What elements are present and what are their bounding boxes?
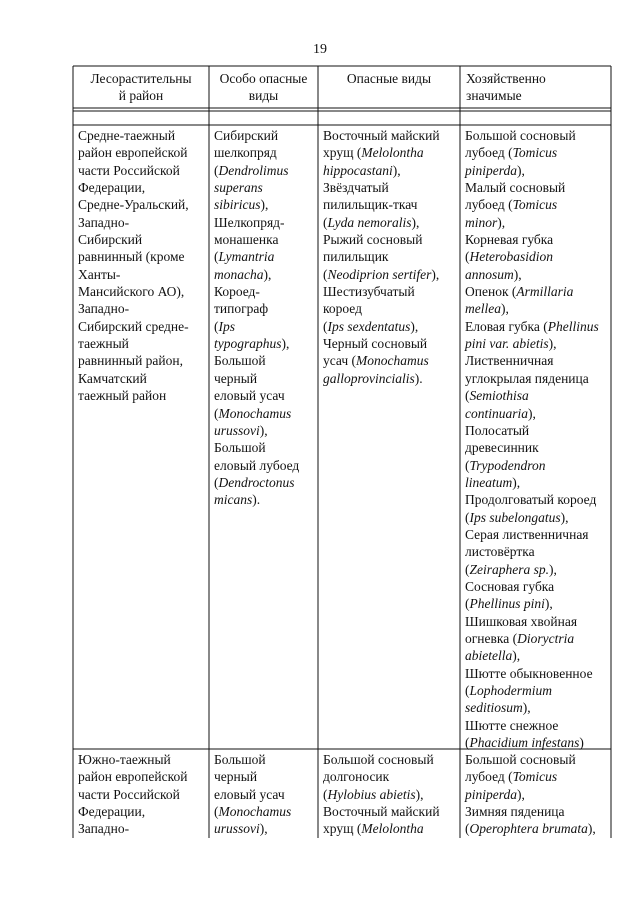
cell-line xyxy=(465,630,608,647)
latin-name-text: minor xyxy=(465,214,498,230)
cell-text: ), xyxy=(281,336,290,352)
cell-line xyxy=(465,543,608,560)
cell-text: Лиственничная xyxy=(465,353,554,369)
cell-text: ), xyxy=(544,596,553,612)
table-cell xyxy=(214,127,315,509)
cell-line xyxy=(465,803,608,820)
cell-line xyxy=(465,283,608,300)
cell-text: ), xyxy=(549,561,557,577)
cell-text: ), xyxy=(259,821,268,837)
cell-line xyxy=(78,248,206,265)
table-cell xyxy=(323,751,457,838)
cell-text: Западно- xyxy=(78,301,130,317)
cell-line xyxy=(465,144,608,161)
cell-line xyxy=(465,352,608,369)
cell-line xyxy=(214,387,315,404)
cell-line xyxy=(465,196,608,213)
cell-text: Восточный майский xyxy=(323,128,440,143)
cell-line xyxy=(465,820,608,837)
cell-line xyxy=(78,162,206,179)
latin-name-text: Neodiprion sertifer xyxy=(327,266,432,282)
column-header-line: Опасные виды xyxy=(346,71,432,86)
cell-line xyxy=(323,144,457,161)
cell-text: ). xyxy=(252,492,261,508)
cell-line xyxy=(465,214,608,231)
cell-line xyxy=(78,214,206,231)
cell-text: углокрылая пяденица xyxy=(465,370,589,386)
cell-text: еловый усач xyxy=(214,786,285,802)
cell-text: листовёртка xyxy=(465,544,535,560)
cell-text: Мансийского АО), xyxy=(78,284,185,300)
cell-text: Шестизубчатый xyxy=(323,284,415,300)
latin-name-text: seditiosum xyxy=(465,700,523,716)
cell-text: ( xyxy=(465,249,470,265)
cell-text: равнинный (кроме xyxy=(78,249,185,265)
cell-line xyxy=(465,248,608,265)
cell-text: огневка ( xyxy=(465,630,518,646)
cell-line xyxy=(465,335,608,352)
cell-text: Южно-таежный xyxy=(78,752,171,767)
cell-text: ( xyxy=(465,457,470,473)
latin-name-text: urussovi xyxy=(214,821,260,837)
latin-name-text: Operophtera brumata xyxy=(469,821,588,837)
cell-text: ), xyxy=(548,336,557,352)
cell-text: усач ( xyxy=(323,353,357,369)
cell-line xyxy=(465,734,608,751)
latin-name-text: Armillaria xyxy=(516,284,574,300)
cell-text: Звёздчатый xyxy=(323,180,389,196)
latin-name-text: Semiothisa xyxy=(469,388,529,404)
page-number: 19 xyxy=(313,42,327,57)
latin-name-text: Ips subelongatus xyxy=(469,509,561,525)
latin-name-text: monacha xyxy=(214,266,264,282)
cell-text: район европейской xyxy=(78,145,188,161)
cell-line xyxy=(323,768,457,785)
cell-line xyxy=(323,196,457,213)
cell-line xyxy=(465,786,608,803)
cell-text: ) xyxy=(579,735,584,751)
cell-text: Серая лиственничная xyxy=(465,526,589,542)
cell-line xyxy=(214,266,315,283)
cell-line xyxy=(323,352,457,369)
cell-text: Сосновая губка xyxy=(465,578,555,594)
column-header xyxy=(209,70,318,104)
cell-line xyxy=(78,387,206,404)
cell-line xyxy=(465,768,608,785)
cell-text: ( xyxy=(465,596,470,612)
cell-line xyxy=(214,352,315,369)
cell-text: ), xyxy=(263,266,272,282)
cell-text: шелкопряд xyxy=(214,145,277,161)
cell-line xyxy=(214,179,315,196)
cell-text: ), xyxy=(560,509,569,525)
cell-text: Зимняя пяденица xyxy=(465,804,565,820)
cell-line xyxy=(323,231,457,248)
cell-text: короед xyxy=(323,301,362,317)
column-header-line: й район xyxy=(118,88,164,103)
cell-line xyxy=(78,318,206,335)
cell-text: Западно- xyxy=(78,821,130,837)
cell-text: Сибирский xyxy=(78,232,143,248)
cell-text: ), xyxy=(517,162,525,178)
latin-name-text: mellea xyxy=(465,301,501,317)
cell-line xyxy=(465,457,608,474)
cell-line xyxy=(214,803,315,820)
cell-text: черный xyxy=(214,370,258,386)
cell-line xyxy=(214,248,315,265)
latin-name-text: Lophodermium xyxy=(469,683,553,698)
cell-text: Большой сосновый xyxy=(323,752,434,767)
cell-line xyxy=(465,387,608,404)
cell-text: части Российской xyxy=(78,162,180,178)
latin-name-text: Dendrolimus xyxy=(218,162,289,178)
latin-name-text: Tomicus xyxy=(512,769,558,785)
cell-text: ( xyxy=(465,683,470,698)
cell-line xyxy=(323,248,457,265)
latin-name-text: Hylobius abietis xyxy=(327,786,416,802)
cell-line xyxy=(78,127,206,144)
cell-text: ). xyxy=(414,370,423,386)
cell-line xyxy=(465,647,608,664)
cell-text: Западно- xyxy=(78,214,130,230)
cell-text: ( xyxy=(214,249,219,265)
latin-name-text: galloprovincialis xyxy=(323,370,415,386)
cell-line xyxy=(214,283,315,300)
cell-line xyxy=(78,786,206,803)
cell-text: Большой xyxy=(214,353,266,369)
cell-line xyxy=(323,214,457,231)
cell-line xyxy=(214,474,315,491)
latin-name-text: Ips sexdentatus xyxy=(327,318,411,334)
cell-text: ), xyxy=(415,786,424,802)
cell-text: ), xyxy=(431,266,440,282)
latin-name-text: lineatum xyxy=(465,474,513,490)
cell-line xyxy=(78,352,206,369)
cell-text: ( xyxy=(323,318,328,334)
latin-name-text: urussovi xyxy=(214,422,260,438)
cell-text: ( xyxy=(214,804,219,820)
cell-text: таежный район xyxy=(78,388,167,404)
cell-text: ), xyxy=(392,162,401,178)
cell-line xyxy=(214,162,315,179)
cell-text: еловый лубоед xyxy=(214,457,300,473)
cell-text: ( xyxy=(214,474,219,490)
cell-text: ( xyxy=(323,214,328,230)
cell-text: Шютте снежное xyxy=(465,717,559,733)
cell-text: лубоед ( xyxy=(465,197,513,213)
cell-line xyxy=(78,335,206,352)
cell-line xyxy=(465,422,608,439)
cell-text: Опенок ( xyxy=(465,284,517,300)
cell-text: Шелкопряд- xyxy=(214,214,285,230)
cell-line xyxy=(214,820,315,837)
cell-line xyxy=(465,370,608,387)
latin-name-text: Phellinus xyxy=(547,318,599,334)
latin-name-text: Monochamus xyxy=(218,804,292,820)
latin-name-text: Ips xyxy=(218,318,235,334)
cell-line xyxy=(78,751,206,768)
cell-text: части Российской xyxy=(78,786,180,802)
cell-text: Федерации, xyxy=(78,180,146,196)
cell-line xyxy=(465,717,608,734)
latin-name-text: Lyda nemoralis xyxy=(327,214,412,230)
cell-text: ( xyxy=(465,735,470,751)
cell-line xyxy=(214,370,315,387)
latin-name-text: Monochamus xyxy=(356,353,429,369)
cell-text: типограф xyxy=(214,301,269,317)
latin-name-text: abietella xyxy=(465,648,513,664)
cell-line xyxy=(465,439,608,456)
cell-text: ), xyxy=(497,214,506,230)
cell-line xyxy=(78,803,206,820)
cell-text: Восточный майский xyxy=(323,804,440,820)
cell-line xyxy=(78,179,206,196)
cell-text: ( xyxy=(214,162,219,178)
latin-name-text: continuaria xyxy=(465,405,528,421)
cell-line xyxy=(465,561,608,578)
column-header xyxy=(73,70,209,104)
latin-name-text: Dioryctria xyxy=(517,630,575,646)
cell-text: ), xyxy=(260,197,269,213)
cell-line xyxy=(323,318,457,335)
latin-name-text: Trypodendron xyxy=(469,457,546,473)
cell-line xyxy=(214,422,315,439)
cell-text: ), xyxy=(528,405,536,421)
cell-text: хрущ ( xyxy=(323,821,362,837)
cell-text: монашенка xyxy=(214,232,279,248)
cell-line xyxy=(214,768,315,785)
cell-line xyxy=(78,370,206,387)
cell-text: Шишковая хвойная xyxy=(465,613,578,629)
cell-text: ), xyxy=(587,821,596,837)
cell-line xyxy=(323,335,457,352)
cell-line xyxy=(465,405,608,422)
cell-line xyxy=(465,751,608,768)
cell-line xyxy=(214,144,315,161)
latin-name-text: Monochamus xyxy=(218,405,292,421)
cell-text: Большой xyxy=(214,440,266,456)
cell-text: ), xyxy=(517,786,525,802)
cell-line xyxy=(465,595,608,612)
cell-text: ( xyxy=(465,821,470,837)
cell-line xyxy=(214,214,315,231)
cell-text: ( xyxy=(214,318,219,334)
cell-line xyxy=(323,300,457,317)
cell-line xyxy=(214,405,315,422)
cell-text: Сибирский средне- xyxy=(78,318,189,334)
cell-text: ), xyxy=(513,266,522,282)
cell-line xyxy=(323,751,457,768)
cell-line xyxy=(78,144,206,161)
latin-name-text: hippocastani xyxy=(323,162,393,178)
cell-text: Корневая губка xyxy=(465,232,554,248)
cell-line xyxy=(214,335,315,352)
column-header-line: значимые xyxy=(466,88,522,103)
cell-line xyxy=(323,820,457,837)
cell-text: ( xyxy=(465,509,470,525)
cell-text: ( xyxy=(465,388,470,404)
cell-text: Короед- xyxy=(214,284,260,300)
cell-text: хрущ ( xyxy=(323,145,362,161)
cell-line xyxy=(465,266,608,283)
cell-text: ( xyxy=(214,405,219,421)
latin-name-text: typographus xyxy=(214,336,282,352)
cell-line xyxy=(465,162,608,179)
latin-name-text: Phellinus pini xyxy=(469,596,545,612)
cell-line xyxy=(214,751,315,768)
cell-text: район европейской xyxy=(78,769,188,785)
cell-text: ), xyxy=(512,648,521,664)
cell-text: ), xyxy=(411,214,420,230)
cell-text: еловый усач xyxy=(214,388,285,404)
cell-line xyxy=(323,162,457,179)
cell-text: ), xyxy=(512,474,521,490)
cell-line xyxy=(465,699,608,716)
cell-text: Рыжий сосновый xyxy=(323,232,423,248)
latin-name-text: annosum xyxy=(465,266,514,282)
cell-line xyxy=(214,439,315,456)
latin-name-text: Zeiraphera sp. xyxy=(469,561,550,577)
cell-text: долгоносик xyxy=(323,769,390,785)
column-header xyxy=(466,70,617,104)
cell-text: ), xyxy=(501,301,509,317)
cell-line xyxy=(465,127,608,144)
cell-text: Большой сосновый xyxy=(465,128,576,143)
cell-line xyxy=(323,127,457,144)
cell-line xyxy=(214,457,315,474)
cell-line xyxy=(214,127,315,144)
cell-text: Сибирский xyxy=(214,128,279,143)
cell-line xyxy=(465,491,608,508)
cell-text: Еловая губка ( xyxy=(465,318,548,334)
cell-line xyxy=(214,196,315,213)
column-header-line: Хозяйственно xyxy=(466,71,546,86)
cell-line xyxy=(323,786,457,803)
cell-line xyxy=(78,196,206,213)
latin-name-text: pini var. abietis xyxy=(465,336,549,352)
latin-name-text: micans xyxy=(214,492,253,508)
latin-name-text: Tomicus xyxy=(512,145,558,161)
cell-text: таежный xyxy=(78,336,129,352)
latin-name-text: Melolontha xyxy=(361,821,424,837)
cell-line xyxy=(323,266,457,283)
cell-text: ), xyxy=(522,700,531,716)
cell-line xyxy=(78,231,206,248)
cell-line xyxy=(214,491,315,508)
cell-text: Продолговатый короед xyxy=(465,492,597,508)
cell-text: Ханты- xyxy=(78,266,121,282)
cell-text: ( xyxy=(323,786,328,802)
cell-text: лубоед ( xyxy=(465,145,513,161)
cell-text: Полосатый xyxy=(465,422,530,438)
cell-text: Черный сосновый xyxy=(323,336,428,352)
cell-line xyxy=(465,509,608,526)
cell-text: древесинник xyxy=(465,440,539,456)
cell-line xyxy=(465,613,608,630)
cell-line xyxy=(214,786,315,803)
cell-text: Средне-таежный xyxy=(78,128,176,143)
cell-line xyxy=(78,820,206,837)
cell-line xyxy=(323,370,457,387)
cell-line xyxy=(465,179,608,196)
latin-name-text: Melolontha xyxy=(361,145,424,161)
cell-line xyxy=(78,283,206,300)
column-header-line: Лесорастительны xyxy=(90,71,192,86)
column-header-line: Особо опасные xyxy=(219,71,308,86)
latin-name-text: Dendroctonus xyxy=(218,474,295,490)
latin-name-text: Lymantria xyxy=(218,249,275,265)
cell-line xyxy=(323,803,457,820)
cell-line xyxy=(78,300,206,317)
cell-text: черный xyxy=(214,769,258,785)
cell-text: ), xyxy=(259,422,268,438)
latin-name-text: sibiricus xyxy=(214,197,261,213)
cell-line xyxy=(465,231,608,248)
cell-text: пилильщик-ткач xyxy=(323,197,418,213)
cell-text: равнинный район, xyxy=(78,353,184,369)
cell-line xyxy=(214,318,315,335)
cell-text: Шютте обыкновенное xyxy=(465,665,593,681)
cell-line xyxy=(214,231,315,248)
cell-line xyxy=(465,300,608,317)
latin-name-text: superans xyxy=(214,180,263,196)
cell-line xyxy=(323,283,457,300)
table-cell xyxy=(465,751,608,838)
cell-line xyxy=(78,266,206,283)
cell-line xyxy=(323,179,457,196)
cell-line xyxy=(465,682,608,699)
cell-text: Большой сосновый xyxy=(465,752,576,767)
cell-text: ( xyxy=(323,266,328,282)
cell-line xyxy=(78,768,206,785)
cell-line xyxy=(465,578,608,595)
latin-name-text: Heterobasidion xyxy=(469,249,553,265)
cell-text: Малый сосновый xyxy=(465,180,566,196)
cell-text: Федерации, xyxy=(78,804,146,820)
cell-text: Камчатский xyxy=(78,370,147,386)
column-header xyxy=(318,70,460,87)
cell-text: Средне-Уральский, xyxy=(78,197,189,213)
latin-name-text: piniperda xyxy=(465,786,517,802)
latin-name-text: piniperda xyxy=(465,162,517,178)
table-cell xyxy=(78,751,206,838)
latin-name-text: Phacidium infestans xyxy=(469,735,580,751)
cell-text: ), xyxy=(410,318,419,334)
table-cell xyxy=(78,127,206,405)
cell-line xyxy=(465,474,608,491)
cell-line xyxy=(465,526,608,543)
cell-text: Большой xyxy=(214,752,266,767)
cell-text: лубоед ( xyxy=(465,769,513,785)
cell-line xyxy=(465,318,608,335)
column-header-line: виды xyxy=(248,88,279,103)
table-cell xyxy=(465,127,608,751)
cell-line xyxy=(214,300,315,317)
cell-text: ( xyxy=(465,561,470,577)
table-cell xyxy=(323,127,457,387)
cell-text: пилильщик xyxy=(323,249,389,265)
table-cell xyxy=(214,751,315,838)
latin-name-text: Tomicus xyxy=(512,197,558,213)
cell-line xyxy=(465,665,608,682)
